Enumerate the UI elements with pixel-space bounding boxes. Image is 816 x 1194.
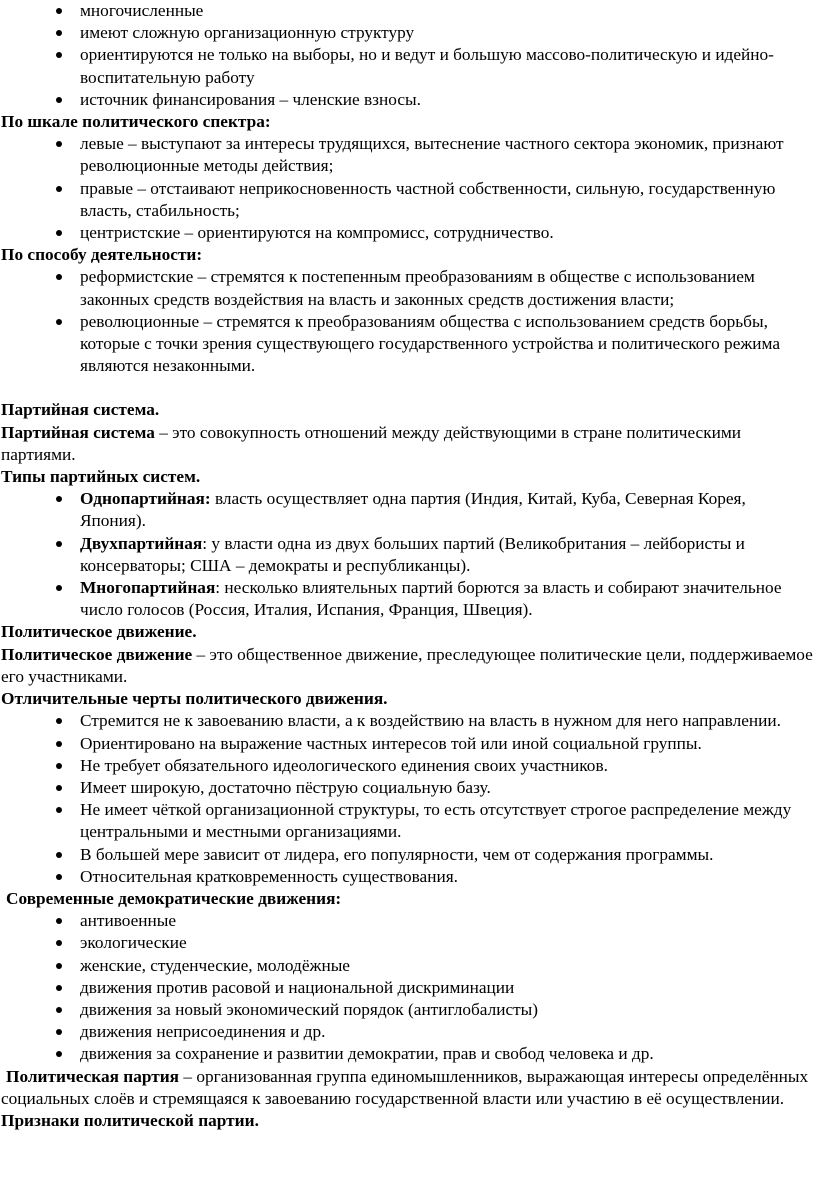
bullet-icon (56, 8, 62, 14)
bullet-icon (56, 97, 62, 103)
party-system-definition: Партийная система – это совокупность отношений между действующими в стране политическими партиями. (1, 422, 742, 464)
list-item: Ориентировано на выражение частных интересов той или иной социальной группы. (1, 733, 815, 755)
party-signs-heading: Признаки политической партии. (1, 1110, 259, 1130)
list-item: Однопартийная: власть осуществляет одна партия (Индия, Китай, Куба, Северная Корея, Япония). (1, 488, 815, 532)
movement-definition: Политическое движение – это общественное движение, преследующее политические цели, поддерживаемое его участниками. (1, 644, 813, 686)
list-item: реформистские – стремятся к постепенным преобразованиям в обществе с использованием законных средств воздействия на власть и законных средств достижения власти; (1, 266, 815, 310)
modern-movements-heading: Современные демократические движения: (6, 888, 342, 908)
bullet-icon (56, 763, 62, 769)
bullet-icon (56, 230, 62, 236)
list-item: антивоенные (1, 910, 815, 932)
movement-features-list (1, 710, 815, 888)
party-system-heading: Партийная система. (1, 400, 160, 420)
list-item: движения за сохранение и развитии демократии, прав и свобод человека и др. (1, 1043, 815, 1065)
list-item: революционные – стремятся к преобразованиям общества с использованием средств борьбы, которые с точки зрения существующего государственного устройства и политического режима являются незаконными. (1, 311, 815, 378)
list-item: центристские – ориентируются на компромисс, сотрудничество. (1, 222, 815, 244)
bullet-icon (56, 274, 62, 280)
types-heading: Типы партийных систем. (1, 467, 201, 487)
bullet-icon (56, 319, 62, 325)
list-item: женские, студенческие, молодёжные (1, 955, 815, 977)
spectrum-list (1, 133, 815, 244)
party-types-list (1, 488, 815, 621)
modern-movements-list (1, 910, 815, 1065)
features-heading: Отличительные черты политического движения. (1, 689, 388, 709)
bullet-icon (56, 874, 62, 880)
bullet-icon (56, 807, 62, 813)
bullet-icon (56, 186, 62, 192)
activity-heading: По способу деятельности: (1, 245, 203, 265)
bullet-icon (56, 785, 62, 791)
bullet-icon (56, 585, 62, 591)
bullet-icon (56, 940, 62, 946)
party-traits-list (1, 0, 815, 111)
bullet-icon (56, 541, 62, 547)
bullet-icon (56, 918, 62, 924)
list-item: экологические (1, 932, 815, 954)
bullet-icon (56, 30, 62, 36)
bullet-icon (56, 52, 62, 58)
list-item: многочисленные (1, 0, 815, 22)
list-item: Стремится не к завоеванию власти, а к воздействию на власть в нужном для него направлении. (1, 710, 815, 732)
list-item: Двухпартийная: у власти одна из двух больших партий (Великобритания – лейбористы и консерваторы; США – демократы и республиканцы). (1, 533, 815, 577)
bullet-icon (56, 1029, 62, 1035)
list-item: Относительная кратковременность существования. (1, 866, 815, 888)
bullet-icon (56, 718, 62, 724)
activity-list (1, 266, 815, 377)
spectrum-heading: По шкале политического спектра: (1, 112, 271, 132)
list-item: Не требует обязательного идеологического единения своих участников. (1, 755, 815, 777)
list-item: движения за новый экономический порядок (антиглобалисты) (1, 999, 815, 1021)
bullet-icon (56, 985, 62, 991)
bullet-icon (56, 141, 62, 147)
list-item: Многопартийная: несколько влиятельных партий борются за власть и собирают значительное число голосов (Россия, Италия, Испания, Франция, Швеция). (1, 577, 815, 621)
list-item: источник финансирования – членские взносы. (1, 89, 815, 111)
list-item: В большей мере зависит от лидера, его популярности, чем от содержания программы. (1, 844, 815, 866)
list-item: Имеет широкую, достаточно пёструю социальную базу. (1, 777, 815, 799)
list-item: движения неприсоединения и др. (1, 1021, 815, 1043)
bullet-icon (56, 1051, 62, 1057)
bullet-icon (56, 1007, 62, 1013)
list-item: Не имеет чёткой организационной структуры, то есть отсутствует строгое распределение между центральными и местными организациями. (1, 799, 815, 843)
list-item: имеют сложную организационную структуру (1, 22, 815, 44)
list-item: ориентируются не только на выборы, но и ведут и большую массово-политическую и идейно-воспитательную работу (1, 44, 815, 88)
bullet-icon (56, 741, 62, 747)
movement-heading: Политическое движение. (1, 622, 197, 642)
list-item: правые – отстаивают неприкосновенность частной собственности, сильную, государственную власть, стабильность; (1, 178, 815, 222)
list-item: движения против расовой и национальной дискриминации (1, 977, 815, 999)
bullet-icon (56, 963, 62, 969)
blank-line (1, 377, 815, 399)
political-party-definition: Политическая партия – организованная группа единомышленников, выражающая интересы определённых социальных слоёв и стремящаяся к завоеванию государственной власти или участию в её осуществлении. (1, 1066, 809, 1108)
bullet-icon (56, 496, 62, 502)
list-item: левые – выступают за интересы трудящихся, вытеснение частного сектора экономик, признают революционные методы действия; (1, 133, 815, 177)
bullet-icon (56, 852, 62, 858)
